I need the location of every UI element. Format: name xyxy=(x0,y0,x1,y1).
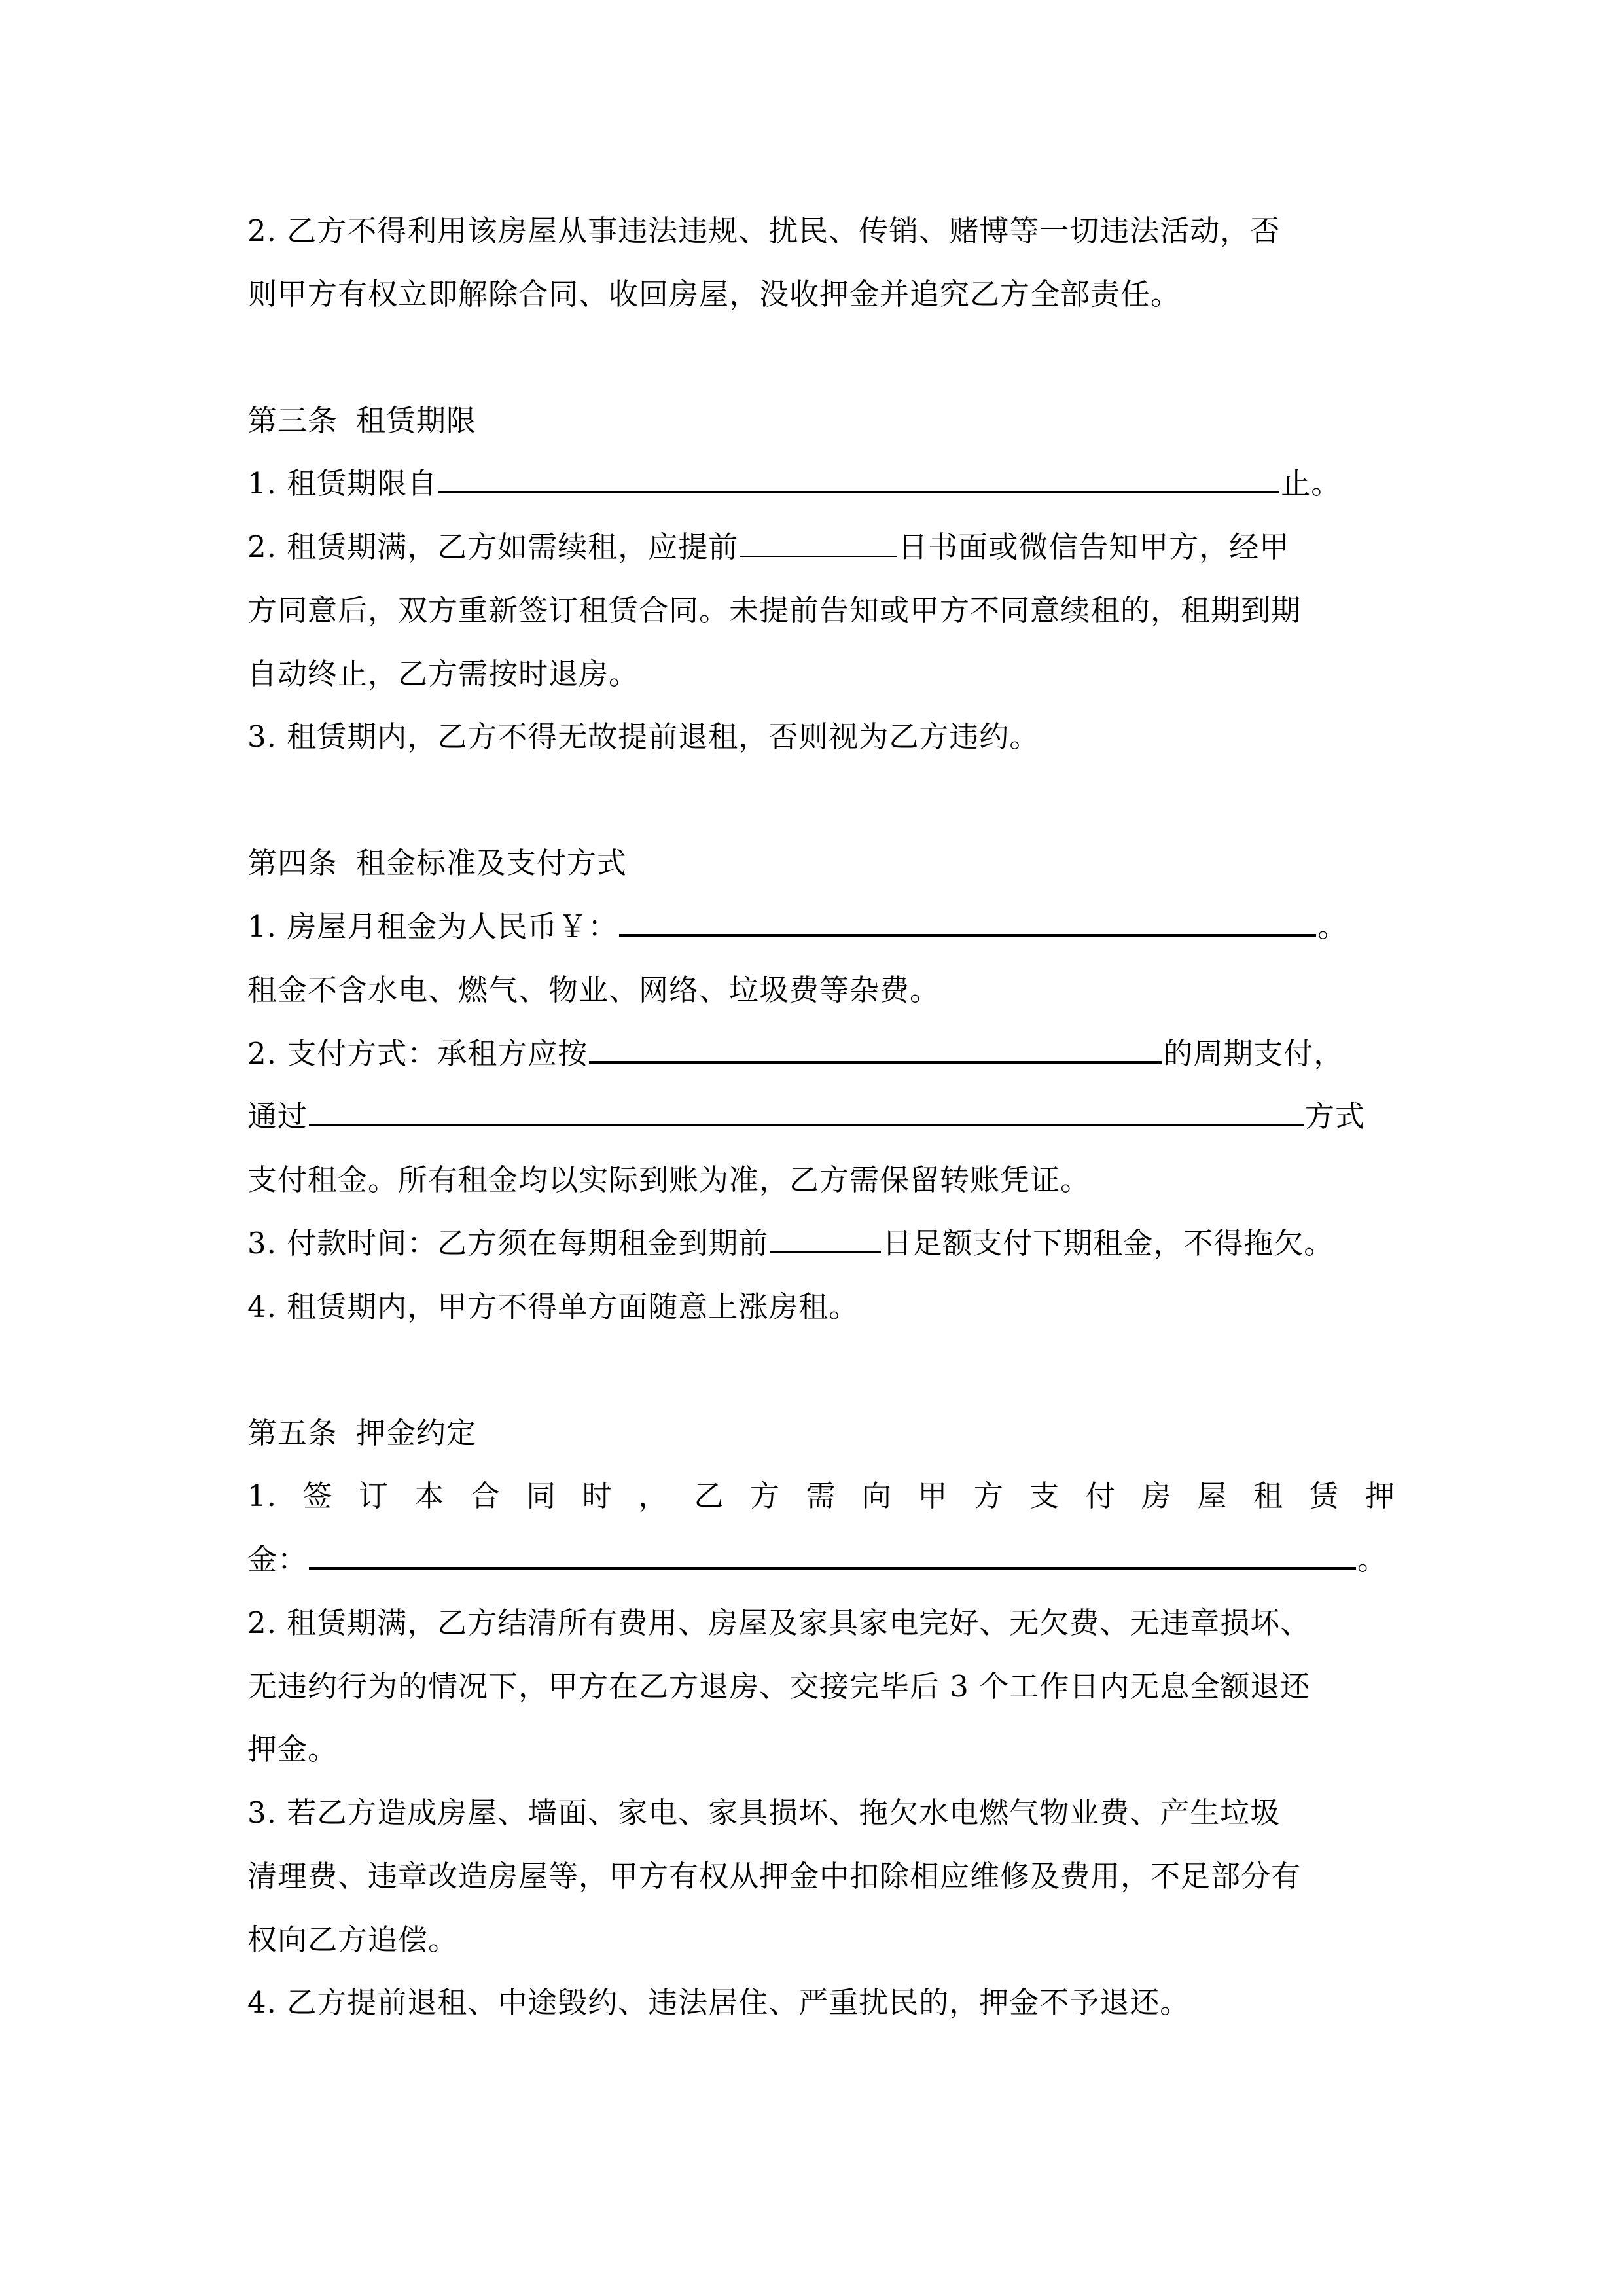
clause-char: 签 xyxy=(302,1479,333,1513)
clause-char: 租 xyxy=(1253,1479,1284,1513)
section-title: 租金标准及支付方式 xyxy=(356,846,628,880)
renewal-notice-days-blank[interactable] xyxy=(740,523,897,557)
clause-text: 方同意后，双方重新签订租赁合同。未提前告知或甲方不同意续租的，租期到期 xyxy=(247,593,1302,628)
clause-text: 方式 xyxy=(1305,1099,1366,1134)
clause-text: 3. 付款时间：乙方须在每期租金到期前 xyxy=(247,1226,769,1261)
clause-char: 合 xyxy=(470,1479,501,1513)
payment-days-blank[interactable] xyxy=(770,1218,881,1253)
clause-2-2-line-2 xyxy=(247,268,1395,321)
clause-char: 需 xyxy=(806,1479,836,1513)
clause-char: 时 xyxy=(582,1479,613,1513)
clause-2-2-line-1 xyxy=(247,205,1395,257)
clause-text: 权向乙方追偿。 xyxy=(247,1922,459,1957)
clause-4-2-line-3 xyxy=(247,1154,1395,1206)
clause-text: 支付租金。所有租金均以实际到账为准，乙方需保留转账凭证。 xyxy=(247,1162,1091,1197)
clause-5-3-line-2 xyxy=(247,1850,1395,1903)
deposit-amount-blank[interactable] xyxy=(309,1534,1356,1570)
clause-5-2-line-1 xyxy=(247,1597,1395,1649)
clause-char: 甲 xyxy=(918,1479,948,1513)
payment-method-blank[interactable] xyxy=(309,1091,1304,1126)
clause-char: 屋 xyxy=(1197,1479,1228,1513)
clause-char: 乙 xyxy=(694,1479,724,1513)
clause-text: 2. 租赁期满，乙方结清所有费用、房屋及家具家电完好、无欠费、无违章损坏、 xyxy=(247,1605,1311,1640)
payment-period-blank[interactable] xyxy=(589,1028,1162,1064)
clause-text: 3. 若乙方造成房屋、墙面、家电、家具损坏、拖欠水电燃气物业费、产生垃圾 xyxy=(247,1795,1281,1830)
clause-text: 2. 租赁期满，乙方如需续租，应提前 xyxy=(247,529,739,564)
clause-5-1-line-2 xyxy=(247,1534,1395,1586)
clause-char: 方 xyxy=(750,1479,781,1513)
section-3-heading xyxy=(247,395,476,447)
clause-5-2-line-3 xyxy=(247,1723,1395,1776)
clause-5-1-line-1 xyxy=(247,1470,1395,1522)
section-number: 第四条 xyxy=(247,846,338,880)
section-4-heading xyxy=(247,837,627,889)
section-number: 第三条 xyxy=(247,403,338,438)
clause-4-3 xyxy=(247,1217,1395,1270)
clause-text: 无违约行为的情况下，甲方在乙方退房、交接完毕后 3 个工作日内无息全额退还 xyxy=(247,1669,1311,1704)
clause-3-2-line-1 xyxy=(247,521,1395,573)
clause-char: 付 xyxy=(1085,1479,1116,1513)
clause-text: 日足额支付下期租金，不得拖欠。 xyxy=(882,1226,1334,1261)
clause-text: 。 xyxy=(1317,909,1348,944)
clause-char: 赁 xyxy=(1309,1479,1340,1513)
clause-char: ， xyxy=(638,1479,669,1513)
clause-text: 。 xyxy=(1357,1542,1388,1577)
clause-text: 日书面或微信告知甲方，经甲 xyxy=(898,529,1290,564)
clause-char: 本 xyxy=(414,1479,445,1513)
clause-char: 1. xyxy=(247,1479,277,1513)
clause-text: 3. 租赁期内，乙方不得无故提前退租，否则视为乙方违约。 xyxy=(247,719,1040,754)
clause-char: 支 xyxy=(1029,1479,1060,1513)
clause-text: 4. 租赁期内，甲方不得单方面随意上涨房租。 xyxy=(247,1289,859,1324)
clause-4-1-line-2 xyxy=(247,964,1395,1016)
clause-text: 4. 乙方提前退租、中途毁约、违法居住、严重扰民的，押金不予退还。 xyxy=(247,1985,1190,2020)
clause-text: 租金不含水电、燃气、物业、网络、垃圾费等杂费。 xyxy=(247,973,940,1007)
clause-5-3-line-1 xyxy=(247,1787,1395,1839)
section-title: 押金约定 xyxy=(356,1416,477,1450)
lease-term-blank[interactable] xyxy=(438,458,1279,493)
clause-text: 通过 xyxy=(247,1099,308,1134)
clause-4-2-line-1 xyxy=(247,1028,1395,1080)
clause-3-2-line-2 xyxy=(247,584,1395,637)
clause-text: 2. 乙方不得利用该房屋从事违法违规、扰民、传销、赌博等一切违法活动，否 xyxy=(247,213,1281,248)
clause-char: 向 xyxy=(861,1479,892,1513)
clause-text: 金： xyxy=(247,1542,308,1577)
clause-text: 清理费、违章改造房屋等，甲方有权从押金中扣除相应维修及费用，不足部分有 xyxy=(247,1859,1302,1893)
clause-text: 押金。 xyxy=(247,1732,338,1767)
clause-3-1 xyxy=(247,457,1395,510)
clause-text: 自动终止，乙方需按时退房。 xyxy=(247,656,639,691)
clause-4-4 xyxy=(247,1281,1395,1333)
clause-char: 房 xyxy=(1141,1479,1172,1513)
section-title: 租赁期限 xyxy=(356,403,477,438)
clause-4-2-line-2 xyxy=(247,1090,1395,1143)
clause-text: 的周期支付， xyxy=(1163,1036,1344,1071)
clause-char: 方 xyxy=(973,1479,1004,1513)
clause-5-4 xyxy=(247,1977,1395,2029)
clause-char: 同 xyxy=(526,1479,557,1513)
clause-text: 1. 租赁期限自 xyxy=(247,466,438,501)
clause-5-3-line-3 xyxy=(247,1914,1395,1966)
clause-text: 则甲方有权立即解除合同、收回房屋，没收押金并追究乙方全部责任。 xyxy=(247,277,1181,312)
section-5-heading xyxy=(247,1407,476,1460)
clause-5-2-line-2 xyxy=(247,1660,1395,1713)
clause-3-2-line-3 xyxy=(247,648,1395,700)
clause-text: 2. 支付方式：承租方应按 xyxy=(247,1036,588,1071)
clause-3-3 xyxy=(247,711,1395,763)
clause-char: 订 xyxy=(358,1479,389,1513)
clause-char: 押 xyxy=(1364,1479,1395,1513)
clause-4-1-line-1 xyxy=(247,901,1395,953)
monthly-rent-blank[interactable] xyxy=(619,901,1316,937)
clause-text: 止。 xyxy=(1281,466,1342,501)
section-number: 第五条 xyxy=(247,1416,338,1450)
clause-text: 1. 房屋月租金为人民币￥： xyxy=(247,909,618,944)
